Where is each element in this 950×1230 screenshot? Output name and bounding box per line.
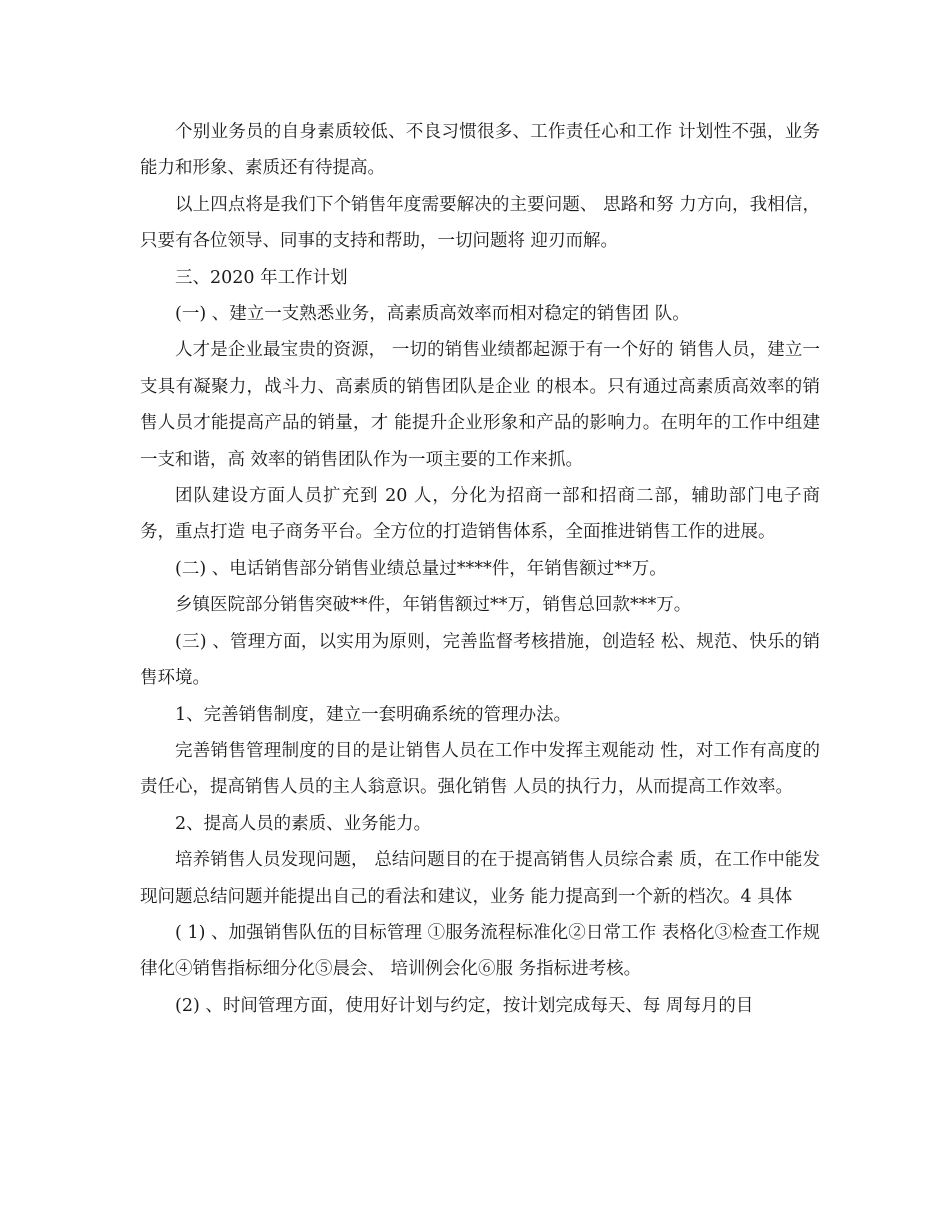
document-body — [140, 114, 820, 1024]
paragraph-training: 培养销售人员发现问题， 总结问题目的在于提高销售人员综合素 质，在工作中能发现问题总结问题并能提出自己的看法和建议，业务 能力提高到一个新的档次。4 具体 — [140, 850, 820, 907]
paragraph-1: 个别业务员的自身素质较低、不良习惯很多、工作责任心和工作 计划性不强，业务能力和形象、素质还有待提高。 — [140, 122, 820, 179]
paragraph-2: 以上四点将是我们下个销售年度需要解决的主要问题、 思路和努 力方向，我相信，只要有各位领导、同事的支持和帮助，一切问题将 迎刃而解。 — [140, 194, 820, 252]
subheading-team: (一) 、建立一支熟悉业务，高素质高效率而相对稳定的销售团 队。 — [175, 304, 690, 325]
subheading-management: (三) 、管理方面，以实用为原则，完善监督考核措施，创造轻 松、规范、快乐的销售环境。 — [140, 631, 820, 689]
paragraph-team-building: 团队建设方面人员扩充到 20 人，分化为招商一部和招商二部，辅助部门电子商务，重点打造 电子商务平台。全方位的打造销售体系，全面推进销售工作的进展。 — [140, 486, 820, 543]
paragraph-hospital-sales: 乡镇医院部分销售突破**件，年销售额过**万，销售总回款***万。 — [175, 595, 692, 616]
subheading-phone-sales: (二) 、电话销售部分销售业绩总量过****件，年销售额过**万。 — [175, 558, 667, 579]
section-heading-plan: 三、2020 年工作计划 — [175, 267, 348, 288]
list-item-1: 1、完善销售制度，建立一套明确系统的管理办法。 — [175, 704, 572, 725]
paragraph-target-management: ( 1) 、加强销售队伍的目标管理 ①服务流程标准化②日常工作 表格化③检查工作规律化④销售指标细分化⑤晨会、 培训例会化⑥服 务指标进考核。 — [140, 922, 820, 980]
paragraph-sales-system: 完善销售管理制度的目的是让销售人员在工作中发挥主观能动 性，对工作有高度的责任心，提高销售人员的主人翁意识。强化销售 人员的执行力，从而提高工作效率。 — [140, 740, 820, 798]
paragraph-talent: 人才是企业最宝贵的资源， 一切的销售业绩都起源于有一个好的 销售人员，建立一支具有凝聚力，战斗力、高素质的销售团队是企业 的根本。只有通过高素质高效率的销售人员才能提高产品的销量，才 能提升企业形象和产品的影响力。在明年的工作中组建一支和谐，高 效率的销售团队作为一项主要的工作来抓。 — [140, 340, 820, 470]
list-item-2: 2、提高人员的素质、业务能力。 — [175, 813, 432, 834]
paragraph-time-management: (2) 、时间管理方面，使用好计划与约定，按计划完成每天、每 周每月的目 — [175, 995, 754, 1016]
